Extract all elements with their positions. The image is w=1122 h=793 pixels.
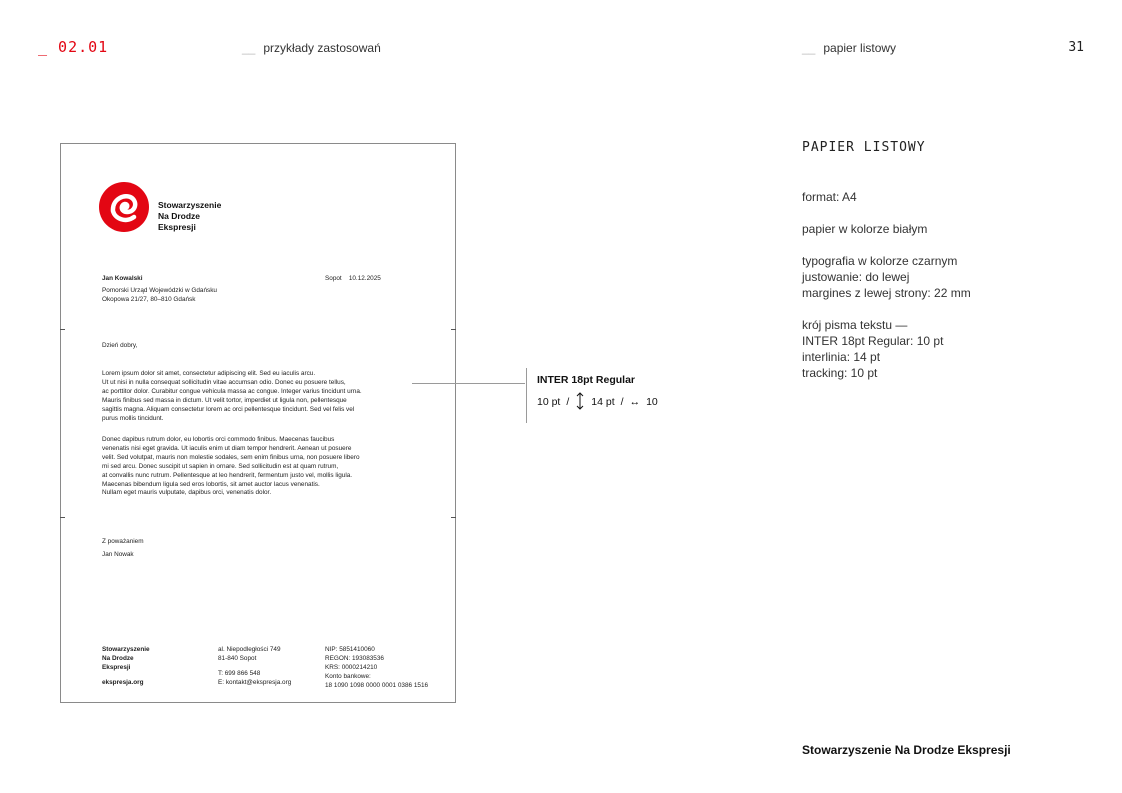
brand-line: Na Drodze [158, 211, 201, 221]
footer-org-line: Ekspresji [102, 663, 131, 671]
footer-org-name [102, 646, 150, 673]
subsection-title [802, 41, 896, 55]
body-line: at convallis nunc rutrum. Pellentesque at leo hendrerit, fermentum justo vel, mollis ligula. [102, 471, 353, 479]
body-paragraph-2 [102, 436, 402, 498]
vertical-arrows-icon [575, 391, 585, 411]
spec-typeface-group [802, 317, 943, 381]
footer-org-line: Na Drodze [102, 654, 134, 662]
annotation-leader-line [412, 383, 525, 384]
body-line: ac porttitor dolor. Curabitur congue vehicula massa ac congue. Integer varius tincidunt urna. [102, 387, 362, 395]
footer-nip: NIP: 5851410060 [325, 646, 375, 653]
letter-place: Sopot [325, 275, 342, 282]
spec-typeface-label: krój pisma tekstu — [802, 318, 908, 332]
header-dash: __ [242, 41, 256, 55]
letter-date: 10.12.2025 [348, 275, 381, 282]
recipient-line: Okopowa 21/27, 80–810 Gdańsk [102, 295, 196, 303]
closing: Z poważaniem [102, 538, 144, 545]
annotation-divider [526, 368, 527, 423]
spec-typeface: INTER 18pt Regular: 10 pt [802, 334, 944, 348]
body-line: Lorem ipsum dolor sit amet, consectetur adipiscing elit. Sed eu iaculis arcu. [102, 370, 316, 377]
spec-margin: margines z lewej strony: 22 mm [802, 286, 971, 300]
footer-registry [325, 646, 428, 691]
recipient-line: Pomorski Urząd Wojewódzki w Gdańsku [102, 287, 217, 294]
annotation-separator: / [620, 396, 624, 408]
spec-alignment: justowanie: do lewej [802, 270, 910, 284]
section-title-text: przykłady zastosowań [263, 41, 381, 55]
spec-typography: typografia w kolorze czarnym [802, 254, 958, 268]
spec-paper: papier w kolorze białym [802, 222, 928, 236]
annotation-size: 10 pt [537, 396, 561, 408]
footer-address [218, 646, 281, 664]
body-line: venenatis nisi eget gravida. Ut iaculis enim ut diam tempor hendrerit. Aenean ut posuere [102, 444, 352, 452]
footer-phone: T: 699 866 548 [218, 670, 261, 677]
body-line: Nullam eget mauris vulputate, dapibus orci, venenatis dolor. [102, 489, 272, 497]
footer-krs: KRS: 0000214210 [325, 663, 378, 671]
recipient-address [102, 287, 217, 305]
footer-brand: Stowarzyszenie Na Drodze Ekspresji [802, 743, 1011, 757]
header-dash: __ [802, 41, 816, 55]
body-line: Mauris finibus sed massa in dictum. Ut velit tortor, imperdiet ut ligula non, pellentesque [102, 396, 347, 404]
brand-line: Stowarzyszenie [158, 200, 222, 210]
section-title [242, 41, 381, 55]
footer-website: ekspresja.org [102, 679, 144, 686]
annotation-spec [537, 391, 664, 411]
fold-mark-left [60, 517, 65, 518]
footer-contact [218, 670, 291, 688]
spec-typography-group [802, 253, 971, 301]
footer-org-line: Stowarzyszenie [102, 646, 150, 653]
letter-brand [158, 200, 221, 233]
subsection-title-text: papier listowy [823, 41, 897, 55]
footer-bank-number: 18 1090 1098 0000 0001 0386 1516 [325, 681, 429, 689]
sender-name: Jan Kowalski [102, 275, 143, 282]
spec-format: format: A4 [802, 190, 857, 204]
signature: Jan Nowak [102, 551, 134, 558]
letterhead-sheet [60, 143, 456, 703]
brand-line: Ekspresji [158, 222, 196, 232]
association-logo [99, 182, 149, 232]
footer-regon: REGON: 193083536 [325, 654, 384, 662]
footer-address-line: 81-840 Sopot [218, 654, 257, 662]
page-number: 31 [1068, 40, 1084, 55]
horizontal-arrows-icon: ↔ [629, 396, 641, 408]
fold-mark-left [60, 329, 65, 330]
spec-tracking: tracking: 10 pt [802, 366, 878, 380]
fold-mark-right [451, 329, 456, 330]
body-line: Ut ut nisi in nulla consequat sollicitudin vitae accumsan odio. Donec eu posuere tellus, [102, 378, 346, 386]
specs-title: PAPIER LISTOWY [802, 140, 926, 155]
body-paragraph-1 [102, 370, 402, 423]
annotation-separator: / [566, 396, 570, 408]
body-line: purus mollis tincidunt. [102, 414, 164, 422]
annotation-font: INTER 18pt Regular [537, 374, 636, 386]
body-line: Maecenas bibendum ligula sed eros lobortis, sit amet auctor lacus venenatis. [102, 480, 320, 488]
footer-bank-label: Konto bankowe: [325, 672, 371, 680]
section-number: _ 02.01 [38, 38, 109, 56]
body-line: sagittis magna. Aliquam consectetur lorem ac orci pellentesque tincidunt. Sed vel felis vel [102, 405, 355, 413]
body-line: Donec dapibus rutrum dolor, eu lobortis orci commodo finibus. Maecenas faucibus [102, 436, 335, 443]
fold-mark-right [451, 517, 456, 518]
body-line: mi sed arcu. Donec suscipit ut sapien in ornare. Sed sollicitudin est at quam rutrum, [102, 462, 339, 470]
place-date [325, 275, 381, 284]
greeting: Dzień dobry, [102, 342, 138, 349]
footer-address-line: al. Niepodległości 749 [218, 646, 281, 653]
body-line: velit. Sed volutpat, mauris non molestie sodales, sem enim finibus urna, non posuere libero [102, 453, 360, 461]
annotation-leading: 14 pt [591, 396, 615, 408]
spec-leading: interlinia: 14 pt [802, 350, 881, 364]
annotation-tracking: 10 [646, 396, 658, 408]
footer-email: E: kontakt@ekspresja.org [218, 678, 292, 686]
